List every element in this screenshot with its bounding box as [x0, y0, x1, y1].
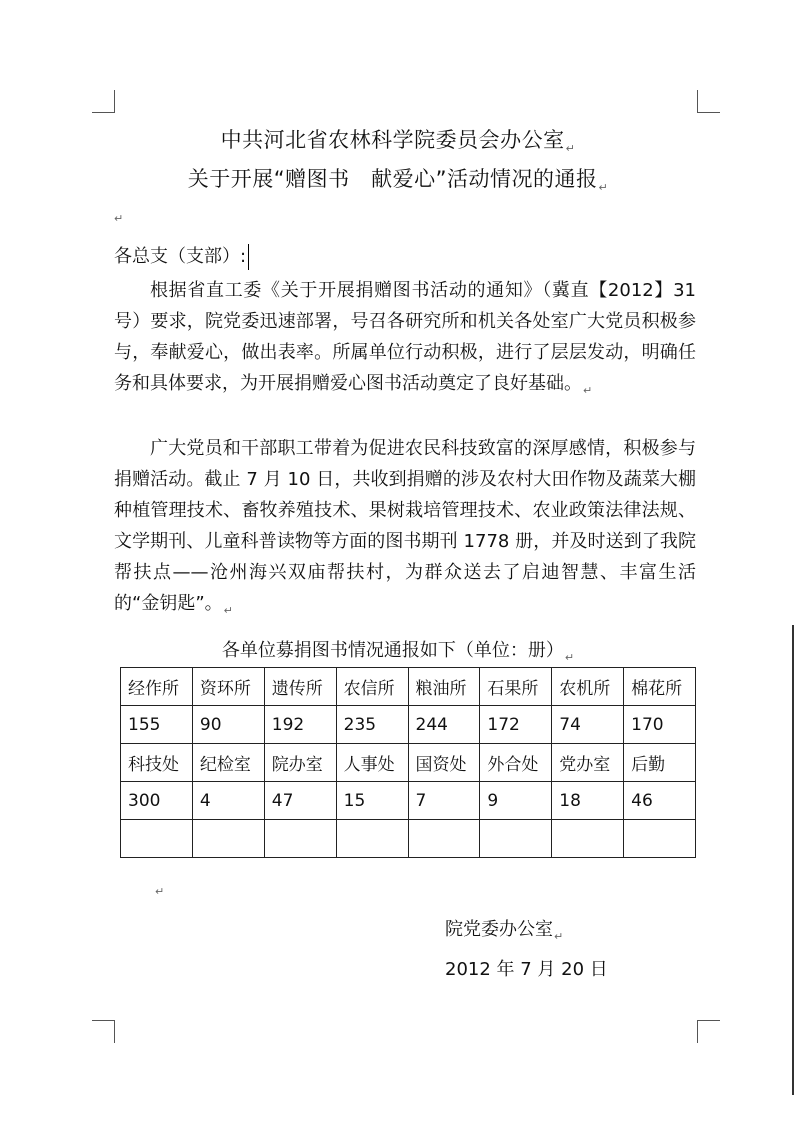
table-cell[interactable]: 47 — [264, 782, 336, 820]
table-cell[interactable]: 科技处 — [121, 744, 193, 782]
table-cell[interactable]: 后勤 — [624, 744, 696, 782]
table-row — [121, 668, 696, 706]
donation-table — [120, 667, 696, 858]
table-row — [121, 706, 696, 744]
empty-paragraph-mark: ↵ — [155, 885, 165, 898]
table-cell-empty[interactable] — [336, 820, 408, 858]
table-row — [121, 744, 696, 782]
table-cell[interactable]: 农信所 — [336, 668, 408, 706]
signature-date: 2012 年 7 月 20 日 — [445, 959, 608, 980]
table-cell[interactable]: 15 — [336, 782, 408, 820]
table-cell[interactable]: 155 — [121, 706, 193, 744]
table-cell[interactable]: 300 — [121, 782, 193, 820]
table-row — [121, 820, 696, 858]
crop-mark-top-left — [92, 90, 115, 113]
scroll-edge — [792, 625, 794, 1095]
table-cell-empty[interactable] — [552, 820, 624, 858]
crop-mark-bottom-right — [697, 1020, 720, 1043]
table-cell-empty[interactable] — [408, 820, 480, 858]
table-cell-empty[interactable] — [480, 820, 552, 858]
table-cell-empty[interactable] — [624, 820, 696, 858]
crop-mark-top-right — [697, 90, 720, 113]
table-cell[interactable]: 4 — [192, 782, 264, 820]
table-cell[interactable]: 244 — [408, 706, 480, 744]
table-cell[interactable]: 棉花所 — [624, 668, 696, 706]
table-cell[interactable]: 192 — [264, 706, 336, 744]
table-cell-empty[interactable] — [121, 820, 193, 858]
table-cell[interactable]: 人事处 — [336, 744, 408, 782]
table-cell[interactable]: 资环所 — [192, 668, 264, 706]
crop-mark-bottom-left — [92, 1020, 115, 1043]
table-cell[interactable]: 18 — [552, 782, 624, 820]
table-cell[interactable]: 46 — [624, 782, 696, 820]
salutation[interactable]: 各总支（支部）: — [114, 242, 249, 270]
signature-office: 院党委办公室$_↵$ — [445, 919, 564, 943]
empty-paragraph-mark: ↵ — [114, 212, 124, 225]
text-cursor — [248, 244, 249, 270]
table-cell[interactable]: 90 — [192, 706, 264, 744]
title-line-1: 中共河北省农林科学院委员会办公室$_↵$ — [220, 128, 576, 156]
table-cell[interactable]: 172 — [480, 706, 552, 744]
table-cell[interactable]: 党办室 — [552, 744, 624, 782]
table-row — [121, 782, 696, 820]
table-cell[interactable]: 院办室 — [264, 744, 336, 782]
table-cell[interactable]: 国资处 — [408, 744, 480, 782]
table-cell[interactable]: 遗传所 — [264, 668, 336, 706]
table-cell[interactable]: 农机所 — [552, 668, 624, 706]
table-caption: 各单位募捐图书情况通报如下（单位：册）$_↵$ — [221, 640, 575, 664]
table-cell[interactable]: 粮油所 — [408, 668, 480, 706]
table-cell[interactable]: 74 — [552, 706, 624, 744]
table-cell-empty[interactable] — [264, 820, 336, 858]
table-cell[interactable]: 9 — [480, 782, 552, 820]
table-cell[interactable]: 经作所 — [121, 668, 193, 706]
paragraph-2[interactable]: 广大党员和干部职工带着为促进农民科技致富的深厚感情，积极参与捐赠活动。截止 7 月 10 日，共收到捐赠的涉及农村大田作物及蔬菜大棚种植管理技术、畜牧养殖技术、果树栽培管理技术、农业政策法律法规、文学期刊、儿童科普读物等方面的图书期刊 1778 册，并及时送到了我院帮扶点——沧州海兴双庙帮扶村，为群众送去了启迪智慧、丰富生活的“金钥匙”。$_↵$ — [114, 438, 696, 617]
table-cell[interactable]: 235 — [336, 706, 408, 744]
title-line-2: 关于开展“赠图书 献爱心”活动情况的通报$_↵$ — [187, 167, 609, 195]
table-cell[interactable]: 7 — [408, 782, 480, 820]
table-cell-empty[interactable] — [192, 820, 264, 858]
paragraph-1[interactable]: 根据省直工委《关于开展捐赠图书活动的通知》（冀直【2012】31 号）要求，院党委迅速部署，号召各研究所和机关各处室广大党员积极参与，奉献爱心，做出表率。所属单位行动积极，进行了层层发动，明确任务和具体要求，为开展捐赠爱心图书活动奠定了良好基础。$_↵$ — [114, 280, 696, 397]
table-cell[interactable]: 外合处 — [480, 744, 552, 782]
table-cell[interactable]: 纪检室 — [192, 744, 264, 782]
table-cell[interactable]: 石果所 — [480, 668, 552, 706]
table-cell[interactable]: 170 — [624, 706, 696, 744]
